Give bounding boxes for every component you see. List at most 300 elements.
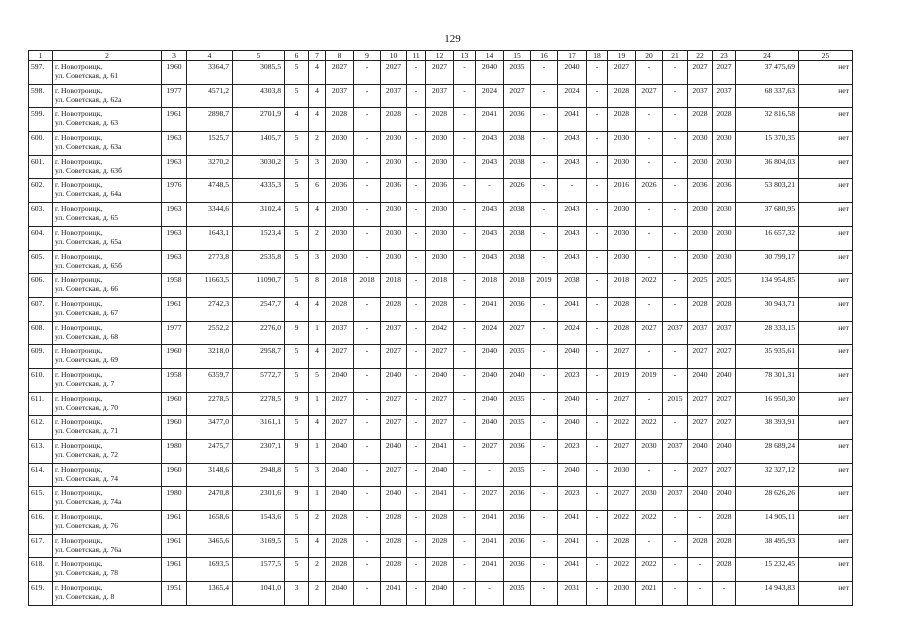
table-cell: 2028 xyxy=(608,534,636,558)
table-cell: - xyxy=(354,226,381,250)
table-cell: 2023 xyxy=(558,368,587,392)
table-cell: 597. xyxy=(29,61,53,85)
table-cell: 2022 xyxy=(608,416,636,440)
table-cell: нет xyxy=(799,179,853,203)
table-cell: - xyxy=(531,179,558,203)
table-header xyxy=(29,51,853,61)
table-cell: 2028 xyxy=(713,558,736,582)
table-cell: 2027 xyxy=(636,321,663,345)
table-cell: 617. xyxy=(29,534,53,558)
table-cell: 37 475,69 xyxy=(736,61,799,85)
table-cell: 1523,4 xyxy=(233,226,285,250)
table-cell: - xyxy=(354,463,381,487)
table-cell: 2035 xyxy=(504,463,531,487)
table-cell: 2030 xyxy=(688,155,713,179)
table-cell: 4 xyxy=(309,534,326,558)
table-cell: - xyxy=(407,226,426,250)
table-cell: 4 xyxy=(309,61,326,85)
table-cell: - xyxy=(454,108,476,132)
table-cell: - xyxy=(407,463,426,487)
table-cell: 2027 xyxy=(688,61,713,85)
table-cell: 2040 xyxy=(558,463,587,487)
table-cell: 2028 xyxy=(426,511,454,535)
table-cell: 2040 xyxy=(688,368,713,392)
table-cell: 619. xyxy=(29,582,53,606)
table-cell: - xyxy=(407,534,426,558)
table-cell: - xyxy=(531,440,558,464)
table-cell: 2030 xyxy=(426,250,454,274)
table-cell: 2036 xyxy=(504,511,531,535)
table-cell: - xyxy=(407,582,426,606)
table-cell: 5 xyxy=(285,155,309,179)
table-cell: 612. xyxy=(29,416,53,440)
table-cell: 2025 xyxy=(713,274,736,298)
address-cell: г. Новотроицк, ул. Советская, д. 7 xyxy=(53,368,162,392)
table-cell: 2018 xyxy=(381,274,407,298)
table-cell: нет xyxy=(799,226,853,250)
address-cell: г. Новотроицк, ул. Советская, д. 63б xyxy=(53,155,162,179)
table-cell: 2037 xyxy=(663,440,688,464)
table-cell: 2036 xyxy=(504,558,531,582)
table-cell: 2036 xyxy=(504,108,531,132)
table-cell: 2027 xyxy=(504,321,531,345)
table-cell: 2019 xyxy=(608,368,636,392)
table-cell: 2027 xyxy=(381,392,407,416)
table-cell: 2028 xyxy=(688,297,713,321)
table-cell: 2027 xyxy=(608,487,636,511)
table-cell: 1961 xyxy=(162,534,187,558)
table-cell: 2043 xyxy=(476,250,504,274)
table-cell: 2040 xyxy=(504,368,531,392)
table-cell: 2041 xyxy=(558,108,587,132)
table-cell: 2027 xyxy=(688,416,713,440)
table-cell: 3218,0 xyxy=(187,345,233,369)
table-cell: 2037 xyxy=(688,321,713,345)
address-cell: г. Новотроицк, ул. Советская, д. 67 xyxy=(53,297,162,321)
table-cell: - xyxy=(454,297,476,321)
table-cell: 604. xyxy=(29,226,53,250)
table-cell: 2043 xyxy=(558,203,587,227)
table-cell: - xyxy=(407,84,426,108)
table-cell: 2030 xyxy=(381,203,407,227)
table-cell: 2027 xyxy=(326,416,354,440)
table-cell: 2027 xyxy=(476,440,504,464)
table-cell: 2030 xyxy=(713,250,736,274)
table-cell: 3364,7 xyxy=(187,61,233,85)
table-cell: 2031 xyxy=(558,582,587,606)
table-cell: 2552,2 xyxy=(187,321,233,345)
table-cell: 5 xyxy=(285,250,309,274)
table-cell: - xyxy=(407,179,426,203)
table-cell: 2027 xyxy=(381,463,407,487)
table-cell: - xyxy=(354,487,381,511)
table-cell: 2038 xyxy=(504,226,531,250)
table-cell: - xyxy=(407,487,426,511)
address-cell: г. Новотроицк, ул. Советская, д. 76а xyxy=(53,534,162,558)
table-cell: 6359,7 xyxy=(187,368,233,392)
table-cell: - xyxy=(354,155,381,179)
column-header: 20 xyxy=(636,51,663,61)
table-cell: нет xyxy=(799,132,853,156)
table-cell: 2043 xyxy=(558,132,587,156)
column-header: 17 xyxy=(558,51,587,61)
table-cell: 5 xyxy=(285,558,309,582)
table-cell: - xyxy=(587,558,608,582)
table-cell: 5 xyxy=(285,511,309,535)
table-cell: 9 xyxy=(285,321,309,345)
table-cell: - xyxy=(558,179,587,203)
table-cell: 3270,2 xyxy=(187,155,233,179)
table-cell: 2022 xyxy=(636,274,663,298)
table-cell: 2040 xyxy=(558,392,587,416)
table-cell: 28 626,26 xyxy=(736,487,799,511)
table-row xyxy=(29,582,853,606)
table-cell: - xyxy=(636,392,663,416)
table-cell: 2037 xyxy=(426,84,454,108)
table-cell: - xyxy=(354,558,381,582)
table-cell: 5 xyxy=(285,203,309,227)
table-cell: 2024 xyxy=(476,321,504,345)
table-cell: 2030 xyxy=(688,132,713,156)
table-cell: 78 301,31 xyxy=(736,368,799,392)
table-cell: 1543,6 xyxy=(233,511,285,535)
table-cell: 610. xyxy=(29,368,53,392)
table-cell: 2024 xyxy=(476,84,504,108)
table-cell: - xyxy=(407,440,426,464)
table-cell: - xyxy=(587,250,608,274)
registry-table xyxy=(28,50,853,606)
table-cell: 2036 xyxy=(381,179,407,203)
table-cell: 2038 xyxy=(504,203,531,227)
table-cell: нет xyxy=(799,511,853,535)
table-cell: 2018 xyxy=(354,274,381,298)
table-cell: 2027 xyxy=(608,345,636,369)
table-cell: нет xyxy=(799,440,853,464)
table-cell: 2278,5 xyxy=(233,392,285,416)
table-cell: - xyxy=(663,534,688,558)
table-cell: - xyxy=(354,84,381,108)
table-cell: - xyxy=(531,132,558,156)
header-row xyxy=(29,51,853,61)
table-cell: - xyxy=(587,155,608,179)
table-cell: 1960 xyxy=(162,416,187,440)
table-row xyxy=(29,84,853,108)
column-header: 12 xyxy=(426,51,454,61)
table-cell: 602. xyxy=(29,179,53,203)
table-cell: 2475,7 xyxy=(187,440,233,464)
table-cell: 1 xyxy=(309,440,326,464)
table-cell: 2040 xyxy=(713,368,736,392)
table-cell: 1 xyxy=(309,392,326,416)
table-cell: 2028 xyxy=(426,297,454,321)
table-cell: 1980 xyxy=(162,487,187,511)
table-row xyxy=(29,61,853,85)
table-cell: - xyxy=(354,345,381,369)
table-body xyxy=(29,61,853,606)
table-cell: 2028 xyxy=(608,321,636,345)
table-cell: 2030 xyxy=(608,582,636,606)
table-cell: - xyxy=(587,179,608,203)
table-cell: 1960 xyxy=(162,463,187,487)
table-cell: 2028 xyxy=(608,84,636,108)
table-cell: 2027 xyxy=(713,463,736,487)
table-cell: - xyxy=(531,558,558,582)
table-cell: 4 xyxy=(309,345,326,369)
table-cell: 5 xyxy=(285,463,309,487)
table-row xyxy=(29,345,853,369)
table-cell: 2030 xyxy=(713,155,736,179)
table-cell: 2535,8 xyxy=(233,250,285,274)
table-cell: 2041 xyxy=(476,108,504,132)
page-number: 129 xyxy=(444,33,461,45)
table-cell: - xyxy=(688,582,713,606)
table-cell: - xyxy=(354,440,381,464)
table-cell: 2018 xyxy=(476,274,504,298)
table-cell: 615. xyxy=(29,487,53,511)
table-cell: 1951 xyxy=(162,582,187,606)
table-cell: 2278,5 xyxy=(187,392,233,416)
table-cell: 2030 xyxy=(426,203,454,227)
table-cell: 2027 xyxy=(688,392,713,416)
table-cell: 2027 xyxy=(426,392,454,416)
table-cell: 2040 xyxy=(381,487,407,511)
address-cell: г. Новотроицк, ул. Советская, д. 64а xyxy=(53,179,162,203)
table-cell: 605. xyxy=(29,250,53,274)
table-cell: 5 xyxy=(285,345,309,369)
table-cell: 2027 xyxy=(326,392,354,416)
table-cell: 1963 xyxy=(162,132,187,156)
table-cell: 5 xyxy=(285,416,309,440)
table-cell: - xyxy=(531,297,558,321)
table-cell: 2030 xyxy=(426,226,454,250)
table-row xyxy=(29,179,853,203)
table-cell: 1977 xyxy=(162,84,187,108)
table-cell: 1 xyxy=(309,321,326,345)
table-cell: 1977 xyxy=(162,321,187,345)
table-cell: - xyxy=(663,132,688,156)
table-cell: - xyxy=(713,582,736,606)
table-cell: 2028 xyxy=(426,108,454,132)
table-cell: 2040 xyxy=(476,345,504,369)
table-cell: 1643,1 xyxy=(187,226,233,250)
table-cell: нет xyxy=(799,534,853,558)
table-row xyxy=(29,368,853,392)
table-cell: - xyxy=(636,155,663,179)
table-cell: - xyxy=(476,179,504,203)
table-cell: 2036 xyxy=(713,179,736,203)
table-cell: 2016 xyxy=(608,179,636,203)
table-cell: 2024 xyxy=(558,321,587,345)
table-cell: 4335,3 xyxy=(233,179,285,203)
table-cell: 5 xyxy=(285,61,309,85)
table-cell: - xyxy=(454,440,476,464)
table-cell: - xyxy=(587,297,608,321)
table-cell: - xyxy=(454,416,476,440)
table-cell: 3 xyxy=(309,463,326,487)
table-cell: 2028 xyxy=(608,108,636,132)
table-cell: 618. xyxy=(29,558,53,582)
table-cell: 1958 xyxy=(162,368,187,392)
table-cell: 3344,6 xyxy=(187,203,233,227)
table-cell: 2030 xyxy=(326,250,354,274)
table-cell: 2030 xyxy=(608,250,636,274)
table-row xyxy=(29,297,853,321)
table-cell: - xyxy=(407,108,426,132)
table-cell: - xyxy=(354,368,381,392)
table-cell: 599. xyxy=(29,108,53,132)
table-cell: нет xyxy=(799,416,853,440)
table-cell: 2018 xyxy=(426,274,454,298)
table-cell: - xyxy=(354,132,381,156)
table-cell: 3 xyxy=(285,582,309,606)
table-cell: 2043 xyxy=(476,132,504,156)
table-cell: 616. xyxy=(29,511,53,535)
table-cell: - xyxy=(636,61,663,85)
table-cell: - xyxy=(663,345,688,369)
table-cell: - xyxy=(354,203,381,227)
column-header: 19 xyxy=(608,51,636,61)
table-cell: 2040 xyxy=(326,463,354,487)
table-cell: 2040 xyxy=(381,440,407,464)
table-cell: - xyxy=(663,558,688,582)
table-cell: 613. xyxy=(29,440,53,464)
column-header: 7 xyxy=(309,51,326,61)
table-cell: 1405,7 xyxy=(233,132,285,156)
table-cell: - xyxy=(407,345,426,369)
table-cell: 2043 xyxy=(476,155,504,179)
table-cell: 1961 xyxy=(162,297,187,321)
table-cell: - xyxy=(454,155,476,179)
table-cell: 2040 xyxy=(426,463,454,487)
table-cell: - xyxy=(636,345,663,369)
table-cell: 2022 xyxy=(608,558,636,582)
table-cell: - xyxy=(407,416,426,440)
table-cell: 1658,6 xyxy=(187,511,233,535)
table-cell: 2040 xyxy=(476,368,504,392)
table-cell: - xyxy=(587,416,608,440)
table-cell: 6 xyxy=(309,179,326,203)
table-cell: 2030 xyxy=(426,155,454,179)
table-cell: - xyxy=(407,155,426,179)
table-cell: 3085,5 xyxy=(233,61,285,85)
table-cell: 2276,0 xyxy=(233,321,285,345)
table-cell: - xyxy=(531,416,558,440)
table-cell: 3 xyxy=(309,155,326,179)
table-cell: - xyxy=(454,534,476,558)
table-cell: 5 xyxy=(285,226,309,250)
table-cell: 3148,6 xyxy=(187,463,233,487)
table-cell: 8 xyxy=(309,274,326,298)
table-cell: 2030 xyxy=(688,226,713,250)
table-cell: - xyxy=(663,416,688,440)
table-cell: 5772,7 xyxy=(233,368,285,392)
column-header: 23 xyxy=(713,51,736,61)
table-cell: 2025 xyxy=(688,274,713,298)
table-cell: 1961 xyxy=(162,558,187,582)
table-cell: - xyxy=(663,297,688,321)
table-cell: нет xyxy=(799,297,853,321)
column-header: 10 xyxy=(381,51,407,61)
column-header: 22 xyxy=(688,51,713,61)
table-cell: 2027 xyxy=(476,487,504,511)
table-row xyxy=(29,108,853,132)
table-cell: - xyxy=(587,368,608,392)
table-cell: 2027 xyxy=(713,392,736,416)
table-cell: 2018 xyxy=(608,274,636,298)
table-cell: - xyxy=(636,463,663,487)
table-cell: 4 xyxy=(309,297,326,321)
table-cell: 2018 xyxy=(504,274,531,298)
table-cell: 2037 xyxy=(326,321,354,345)
table-cell: 2037 xyxy=(713,321,736,345)
column-header: 25 xyxy=(799,51,853,61)
table-row xyxy=(29,155,853,179)
table-cell: - xyxy=(354,534,381,558)
table-cell: 2030 xyxy=(713,203,736,227)
table-cell: 2028 xyxy=(713,511,736,535)
column-header: 6 xyxy=(285,51,309,61)
table-cell: 2038 xyxy=(558,274,587,298)
table-cell: 2038 xyxy=(504,132,531,156)
table-cell: 2028 xyxy=(713,534,736,558)
table-cell: 2015 xyxy=(663,392,688,416)
table-cell: 2022 xyxy=(608,511,636,535)
table-cell: 2027 xyxy=(608,392,636,416)
table-cell: 3102,4 xyxy=(233,203,285,227)
table-cell: 2028 xyxy=(381,534,407,558)
table-cell: 2030 xyxy=(326,203,354,227)
table-cell: 2041 xyxy=(476,297,504,321)
table-cell: - xyxy=(531,155,558,179)
table-cell: 2035 xyxy=(504,582,531,606)
column-header: 4 xyxy=(187,51,233,61)
table-cell: 1963 xyxy=(162,250,187,274)
table-cell: 2040 xyxy=(326,582,354,606)
table-row xyxy=(29,534,853,558)
table-cell: 5 xyxy=(285,179,309,203)
table-cell: - xyxy=(636,534,663,558)
table-cell: - xyxy=(663,203,688,227)
table-cell: 53 803,21 xyxy=(736,179,799,203)
table-cell: - xyxy=(636,226,663,250)
table-cell: 2030 xyxy=(381,132,407,156)
column-header: 13 xyxy=(454,51,476,61)
table-cell: - xyxy=(587,61,608,85)
table-cell: 601. xyxy=(29,155,53,179)
table-cell: - xyxy=(454,511,476,535)
column-header: 14 xyxy=(476,51,504,61)
table-cell: 2043 xyxy=(476,226,504,250)
table-row xyxy=(29,250,853,274)
table-cell: - xyxy=(454,321,476,345)
table-cell: - xyxy=(454,558,476,582)
table-cell: - xyxy=(636,108,663,132)
address-cell: г. Новотроицк, ул. Советская, д. 63 xyxy=(53,108,162,132)
table-cell: 37 680,95 xyxy=(736,203,799,227)
table-cell: 2036 xyxy=(688,179,713,203)
table-cell: - xyxy=(587,226,608,250)
table-cell: 14 905,11 xyxy=(736,511,799,535)
table-cell: 1963 xyxy=(162,226,187,250)
table-cell: - xyxy=(407,368,426,392)
table-cell: - xyxy=(407,297,426,321)
table-cell: - xyxy=(454,84,476,108)
table-cell: 2040 xyxy=(476,392,504,416)
table-cell: - xyxy=(531,84,558,108)
table-cell: 11090,7 xyxy=(233,274,285,298)
table-cell: 2040 xyxy=(558,61,587,85)
table-row xyxy=(29,132,853,156)
